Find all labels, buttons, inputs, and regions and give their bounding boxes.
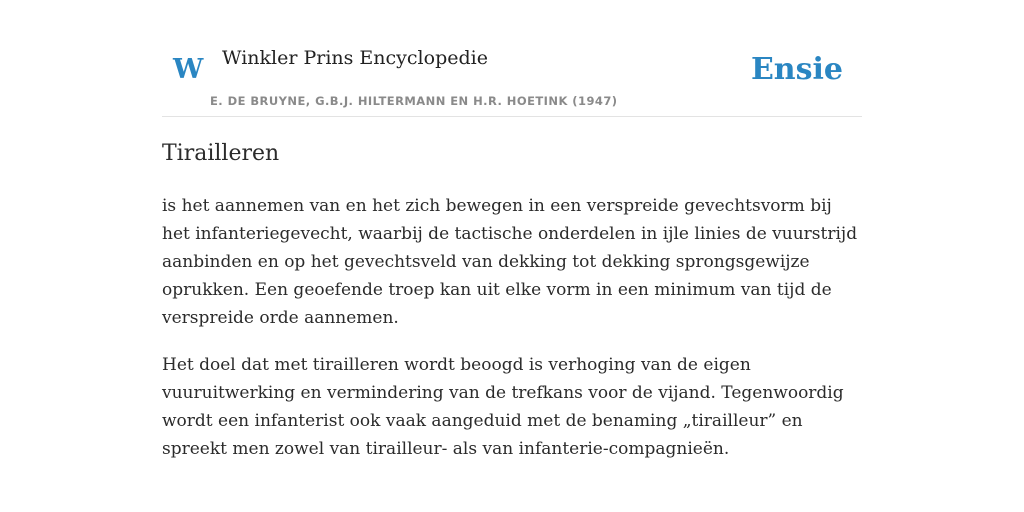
article-title: Tirailleren xyxy=(162,141,280,166)
header xyxy=(162,0,862,117)
publication-title[interactable]: Winkler Prins Encyclopedie xyxy=(222,47,488,69)
winkler-prins-logo[interactable]: W xyxy=(173,54,204,85)
paragraph: Het doel dat met tirailleren wordt beoogd is verhoging van de eigen vuuruitwerking en vermindering van de trefkans voor de vijand. Tegenwoordig wordt een infanterist ook vaak aangeduid met de benaming „tirailleur” en spreekt men zowel van tirailleur- als van infanterie-compagnieën. xyxy=(162,355,844,459)
paragraph: is het aannemen van en het zich bewegen in een verspreide gevechtsvorm bij het infanteriegevecht, waarbij de tactische onderdelen in ijle linies de vuurstrijd aanbinden en op het gevechtsveld van dekking tot dekking sprongsgewijze oprukken. Een geoefende troep kan uit elke vorm in een minimum van tijd de verspreide orde aannemen. xyxy=(162,196,858,328)
article-body xyxy=(162,192,862,482)
authors-line: E. DE BRUYNE, G.B.J. HILTERMANN EN H.R. HOETINK (1947) xyxy=(210,94,618,108)
ensie-logo[interactable]: Ensie xyxy=(750,52,843,87)
